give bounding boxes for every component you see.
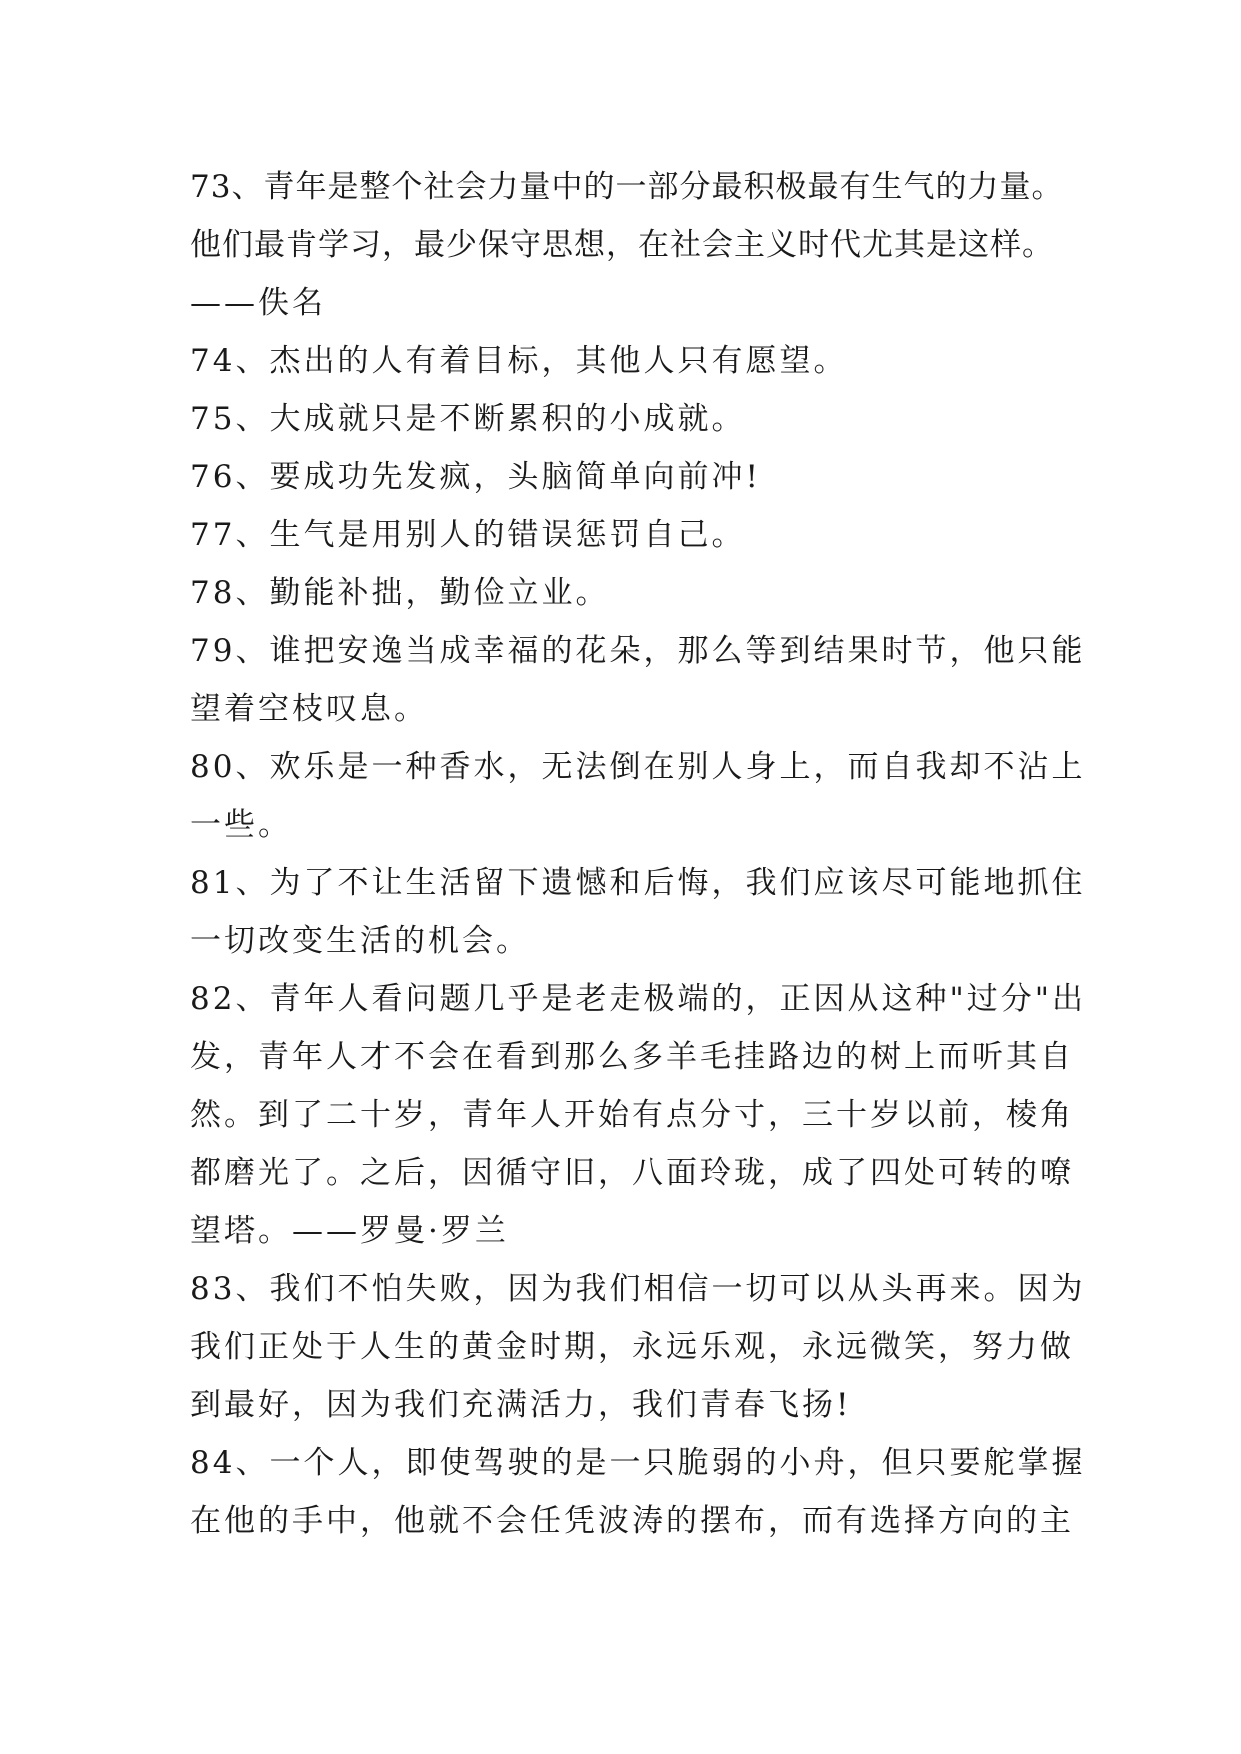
text-line: 78、勤能补拙，勤俭立业。: [190, 575, 610, 611]
text-line: 74、杰出的人有着目标，其他人只有愿望。: [190, 343, 848, 379]
text-line: 一切改变生活的机会。: [190, 923, 530, 959]
text-line: 83、我们不怕失败，因为我们相信一切可以从头再来。因为: [190, 1271, 1086, 1307]
text-line: 81、为了不让生活留下遗憾和后悔，我们应该尽可能地抓住: [190, 865, 1086, 901]
text-line: 望着空枝叹息。: [190, 691, 428, 727]
text-line: 到最好，因为我们充满活力，我们青春飞扬!: [190, 1387, 852, 1423]
text-line: 75、大成就只是不断累积的小成就。: [190, 401, 746, 437]
text-line: 望塔。——罗曼·罗兰: [190, 1213, 509, 1249]
text-line: 在他的手中，他就不会任凭波涛的摆布，而有选择方向的主: [190, 1503, 1074, 1539]
text-line: 他们最肯学习，最少保守思想，在社会主义时代尤其是这样。: [190, 227, 1054, 263]
text-line: 我们正处于人生的黄金时期，永远乐观，永远微笑，努力做: [190, 1329, 1074, 1365]
text-line: 77、生气是用别人的错误惩罚自己。: [190, 517, 746, 553]
text-line: 82、青年人看问题几乎是老走极端的，正因从这种"过分"出: [190, 981, 1086, 1017]
text-line: 76、要成功先发疯，头脑简单向前冲!: [190, 459, 761, 495]
text-line: 发，青年人才不会在看到那么多羊毛挂路边的树上而听其自: [190, 1039, 1074, 1075]
text-line: ——佚名: [190, 285, 326, 321]
text-line: 80、欢乐是一种香水，无法倒在别人身上，而自我却不沾上: [190, 749, 1086, 785]
text-line: 73、青年是整个社会力量中的一部分最积极最有生气的力量。: [190, 169, 1064, 205]
quote-list: [190, 158, 1086, 1550]
text-line: 79、谁把安逸当成幸福的花朵，那么等到结果时节，他只能: [190, 633, 1086, 669]
text-line: 然。到了二十岁，青年人开始有点分寸，三十岁以前，棱角: [190, 1097, 1074, 1133]
text-line: 84、一个人，即使驾驶的是一只脆弱的小舟，但只要舵掌握: [190, 1445, 1086, 1481]
text-line: 一些。: [190, 807, 292, 843]
text-line: 都磨光了。之后，因循守旧，八面玲珑，成了四处可转的嘹: [190, 1155, 1074, 1191]
